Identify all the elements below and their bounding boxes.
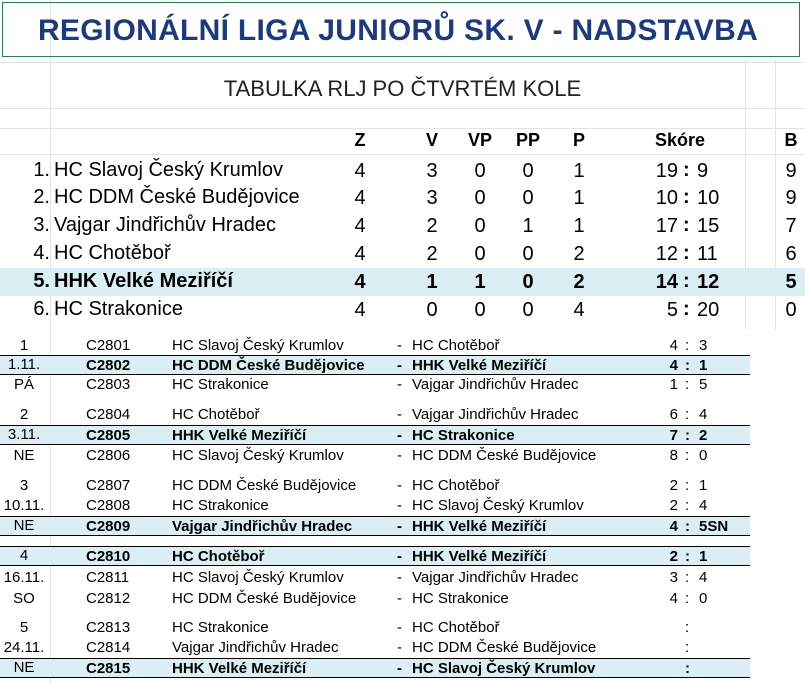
match-score-sep: : [685, 590, 690, 607]
match-away-team: HC DDM České Budějovice [412, 447, 597, 464]
match-code: C2810 [86, 548, 131, 565]
standing-team: Vajgar Jindřichův Hradec [54, 214, 276, 236]
match-code: C2813 [86, 619, 131, 636]
standing-z: 4 [354, 187, 366, 209]
standing-rank: 1. [33, 159, 50, 181]
standing-rank: 4. [33, 242, 50, 264]
match-away-score: 0 [699, 590, 708, 607]
standing-score-sep: : [683, 270, 690, 292]
standings-row [0, 157, 805, 185]
match-code: C2802 [86, 357, 131, 374]
standing-points: 7 [785, 215, 797, 237]
standing-points: 9 [785, 187, 797, 209]
match-code: C2804 [86, 406, 131, 423]
standing-goals-against: 15 [697, 215, 720, 237]
match-code: C2803 [86, 376, 131, 393]
standing-score-sep: : [683, 298, 690, 320]
match-code: C2808 [86, 497, 131, 514]
match-away-team: HHK Velké Meziříčí [412, 548, 547, 565]
standing-vp: 1 [474, 271, 486, 293]
match-home-score: 6 [669, 406, 678, 423]
standing-z: 4 [354, 271, 366, 293]
standing-goals-for: 19 [655, 160, 678, 182]
match-dash: - [397, 590, 402, 607]
match-dash: - [397, 497, 402, 514]
standing-goals-against: 9 [697, 160, 709, 182]
match-away-team: Vajgar Jindřichův Hradec [412, 569, 579, 586]
standing-rank: 6. [33, 298, 50, 320]
match-dash: - [397, 376, 402, 393]
grid-line [0, 128, 805, 129]
standing-team: HC Chotěboř [54, 242, 171, 264]
standing-v: 2 [426, 243, 438, 265]
match-home-score: 2 [669, 497, 678, 514]
match-away-score: 4 [699, 406, 708, 423]
match-home-team: HC DDM České Budějovice [172, 477, 357, 494]
round-date: 10.11. [3, 497, 45, 514]
standing-pp: 0 [522, 187, 534, 209]
standing-score-sep: : [683, 242, 690, 264]
match-home-team: HC Strakonice [172, 376, 269, 393]
match-away-team: Vajgar Jindřichův Hradec [412, 376, 579, 393]
match-home-score: 3 [669, 569, 678, 586]
standing-goals-for: 5 [666, 299, 678, 321]
match-row [0, 336, 750, 356]
standing-p: 1 [573, 215, 585, 237]
standing-goals-for: 10 [655, 187, 678, 209]
match-row [0, 375, 750, 395]
match-home-team: HC Strakonice [172, 619, 269, 636]
grid-line [0, 154, 805, 155]
match-home-team: HC Strakonice [172, 497, 269, 514]
match-home-team: HC Slavoj Český Krumlov [172, 447, 344, 464]
match-row [0, 658, 750, 678]
match-home-team: HC DDM České Budějovice [172, 357, 365, 374]
match-score-sep: : [685, 639, 690, 656]
match-away-score: 0 [699, 447, 708, 464]
grid-line [0, 108, 805, 109]
round-number: 1 [19, 337, 29, 354]
standing-p: 1 [573, 160, 585, 182]
match-dash: - [397, 406, 402, 423]
standing-goals-for: 12 [655, 243, 678, 265]
standings-row [0, 240, 805, 268]
header-pp: PP [515, 130, 540, 150]
match-code: C2806 [86, 447, 131, 464]
standing-pp: 0 [522, 271, 534, 293]
match-away-score: 1 [699, 357, 708, 374]
match-away-team: HHK Velké Meziříčí [412, 357, 547, 374]
standing-team: HC DDM České Budějovice [54, 186, 300, 208]
match-code: C2805 [86, 427, 131, 444]
standing-team: HHK Velké Meziříčí [54, 270, 233, 292]
match-away-team: HHK Velké Meziříčí [412, 518, 547, 535]
header-vp: VP [467, 130, 492, 150]
match-dash: - [397, 357, 402, 374]
match-dash: - [397, 619, 402, 636]
match-score-sep: : [685, 518, 690, 535]
header-v: V [425, 130, 438, 150]
round-day: SO [13, 590, 35, 607]
match-dash: - [397, 427, 402, 444]
match-code: C2812 [86, 590, 131, 607]
match-dash: - [397, 548, 402, 565]
standing-points: 9 [785, 160, 797, 182]
standing-vp: 0 [474, 187, 486, 209]
standing-rank: 5. [33, 270, 50, 292]
standing-v: 3 [426, 160, 438, 182]
match-home-team: Vajgar Jindřichův Hradec [172, 639, 339, 656]
match-score-sep: : [685, 660, 690, 677]
standing-points: 6 [785, 243, 797, 265]
match-dash: - [397, 518, 402, 535]
standing-p: 4 [573, 299, 585, 321]
match-dash: - [397, 639, 402, 656]
standings-row [0, 268, 805, 296]
match-home-score: 4 [669, 518, 678, 535]
match-home-score: 8 [669, 447, 678, 464]
standing-vp: 0 [474, 215, 486, 237]
round-number: 3 [19, 477, 29, 494]
standing-score-sep: : [683, 214, 690, 236]
match-away-team: HC Chotěboř [412, 619, 500, 636]
match-score-sep: : [685, 357, 690, 374]
standing-pp: 0 [522, 299, 534, 321]
match-away-team: HC Strakonice [412, 590, 509, 607]
match-score-sep: : [685, 427, 690, 444]
match-score-sep: : [685, 406, 690, 423]
match-away-score: 5SN [699, 518, 729, 535]
standing-goals-for: 14 [655, 271, 678, 293]
round-date: 16.11. [3, 569, 45, 586]
round-date: 1.11. [7, 356, 41, 373]
match-code: C2809 [86, 518, 131, 535]
match-home-team: HC DDM České Budějovice [172, 590, 357, 607]
standing-team: HC Strakonice [54, 298, 183, 320]
match-away-score: 2 [699, 427, 708, 444]
standing-pp: 1 [522, 215, 534, 237]
standing-z: 4 [354, 243, 366, 265]
match-home-team: HC Chotěboř [172, 548, 265, 565]
match-away-team: HC Chotěboř [412, 337, 500, 354]
match-score-sep: : [685, 548, 690, 565]
match-home-score: 4 [669, 337, 678, 354]
standings-row [0, 184, 805, 212]
standing-goals-for: 17 [655, 215, 678, 237]
standing-vp: 0 [474, 299, 486, 321]
match-away-team: HC Strakonice [412, 427, 515, 444]
header-b: B [784, 130, 798, 150]
match-away-team: HC DDM České Budějovice [412, 639, 597, 656]
match-dash: - [397, 337, 402, 354]
match-score-sep: : [685, 497, 690, 514]
round-date: 3.11. [7, 426, 41, 443]
match-row [0, 496, 750, 516]
match-away-score: 5 [699, 376, 708, 393]
round-day: NE [13, 447, 35, 464]
match-home-score: 4 [669, 590, 678, 607]
standing-goals-against: 11 [697, 243, 718, 265]
grid-line [0, 62, 805, 63]
match-code: C2807 [86, 477, 131, 494]
standing-v: 3 [426, 187, 438, 209]
round-date: 24.11. [3, 639, 45, 656]
match-away-score: 1 [699, 477, 708, 494]
match-score-sep: : [685, 337, 690, 354]
match-row [0, 568, 750, 588]
match-away-team: HC Chotěboř [412, 477, 500, 494]
standing-goals-against: 10 [697, 187, 720, 209]
standing-score-sep: : [683, 159, 690, 181]
match-dash: - [397, 660, 402, 677]
match-row [0, 405, 750, 425]
match-home-team: HC Slavoj Český Krumlov [172, 569, 344, 586]
match-score-sep: : [685, 477, 690, 494]
match-row [0, 355, 750, 375]
standing-rank: 3. [33, 214, 50, 236]
standing-v: 1 [426, 271, 438, 293]
match-row [0, 546, 750, 566]
match-away-team: HC Slavoj Český Krumlov [412, 660, 596, 677]
match-away-score: 4 [699, 497, 708, 514]
match-away-team: Vajgar Jindřichův Hradec [412, 406, 579, 423]
match-row [0, 425, 750, 445]
standing-points: 0 [785, 299, 797, 321]
match-home-score: 7 [669, 427, 678, 444]
round-day: NE [13, 517, 35, 534]
header-score: Skóre [654, 130, 706, 150]
match-home-team: HHK Velké Meziříčí [172, 427, 307, 444]
match-home-score: 2 [669, 477, 678, 494]
match-score-sep: : [685, 619, 690, 636]
standing-goals-against: 12 [697, 271, 720, 293]
round-number: 2 [19, 406, 29, 423]
standing-rank: 2. [33, 186, 50, 208]
standing-p: 2 [573, 243, 585, 265]
title-box [2, 2, 800, 57]
match-home-team: HC Slavoj Český Krumlov [172, 337, 344, 354]
header-z: Z [354, 130, 366, 150]
match-code: C2814 [86, 639, 131, 656]
match-row [0, 476, 750, 496]
match-row [0, 618, 750, 638]
match-score-sep: : [685, 376, 690, 393]
standing-v: 0 [426, 299, 438, 321]
match-row [0, 516, 750, 536]
standing-score-sep: : [683, 186, 690, 208]
match-away-score: 1 [699, 548, 708, 565]
match-code: C2801 [86, 337, 131, 354]
standing-pp: 0 [522, 243, 534, 265]
standing-z: 4 [354, 215, 366, 237]
standing-team: HC Slavoj Český Krumlov [54, 159, 283, 181]
match-home-team: Vajgar Jindřichův Hradec [172, 518, 353, 535]
round-number: 4 [19, 547, 29, 564]
match-home-score: 1 [669, 376, 678, 393]
standing-vp: 0 [474, 160, 486, 182]
table-subtitle: TABULKA RLJ PO ČTVRTÉM KOLE [223, 76, 582, 101]
standing-z: 4 [354, 160, 366, 182]
match-code: C2811 [86, 569, 130, 586]
match-home-team: HC Chotěboř [172, 406, 260, 423]
match-away-score: 3 [699, 337, 708, 354]
match-dash: - [397, 447, 402, 464]
standing-z: 4 [354, 299, 366, 321]
match-home-team: HHK Velké Meziříčí [172, 660, 307, 677]
match-away-score: 4 [699, 569, 708, 586]
match-dash: - [397, 477, 402, 494]
match-home-score: 4 [669, 357, 678, 374]
standings-row [0, 212, 805, 240]
round-number: 5 [19, 619, 29, 636]
standing-vp: 0 [474, 243, 486, 265]
match-row [0, 446, 750, 466]
match-row [0, 638, 750, 658]
standing-p: 2 [573, 271, 585, 293]
header-p: P [572, 130, 585, 150]
standing-points: 5 [785, 271, 797, 293]
standing-goals-against: 20 [697, 299, 720, 321]
standing-pp: 0 [522, 160, 534, 182]
match-dash: - [397, 569, 402, 586]
standings-row [0, 296, 805, 324]
page-title: REGIONÁLNÍ LIGA JUNIORŮ SK. V - NADSTAVBA [37, 14, 759, 47]
standing-v: 2 [426, 215, 438, 237]
match-score-sep: : [685, 447, 690, 464]
standing-p: 1 [573, 187, 585, 209]
match-row [0, 589, 750, 609]
match-home-score: 2 [669, 548, 678, 565]
round-day: NE [13, 659, 35, 676]
match-score-sep: : [685, 569, 690, 586]
round-day: PÁ [13, 376, 34, 393]
match-code: C2815 [86, 660, 131, 677]
match-away-team: HC Slavoj Český Krumlov [412, 497, 584, 514]
